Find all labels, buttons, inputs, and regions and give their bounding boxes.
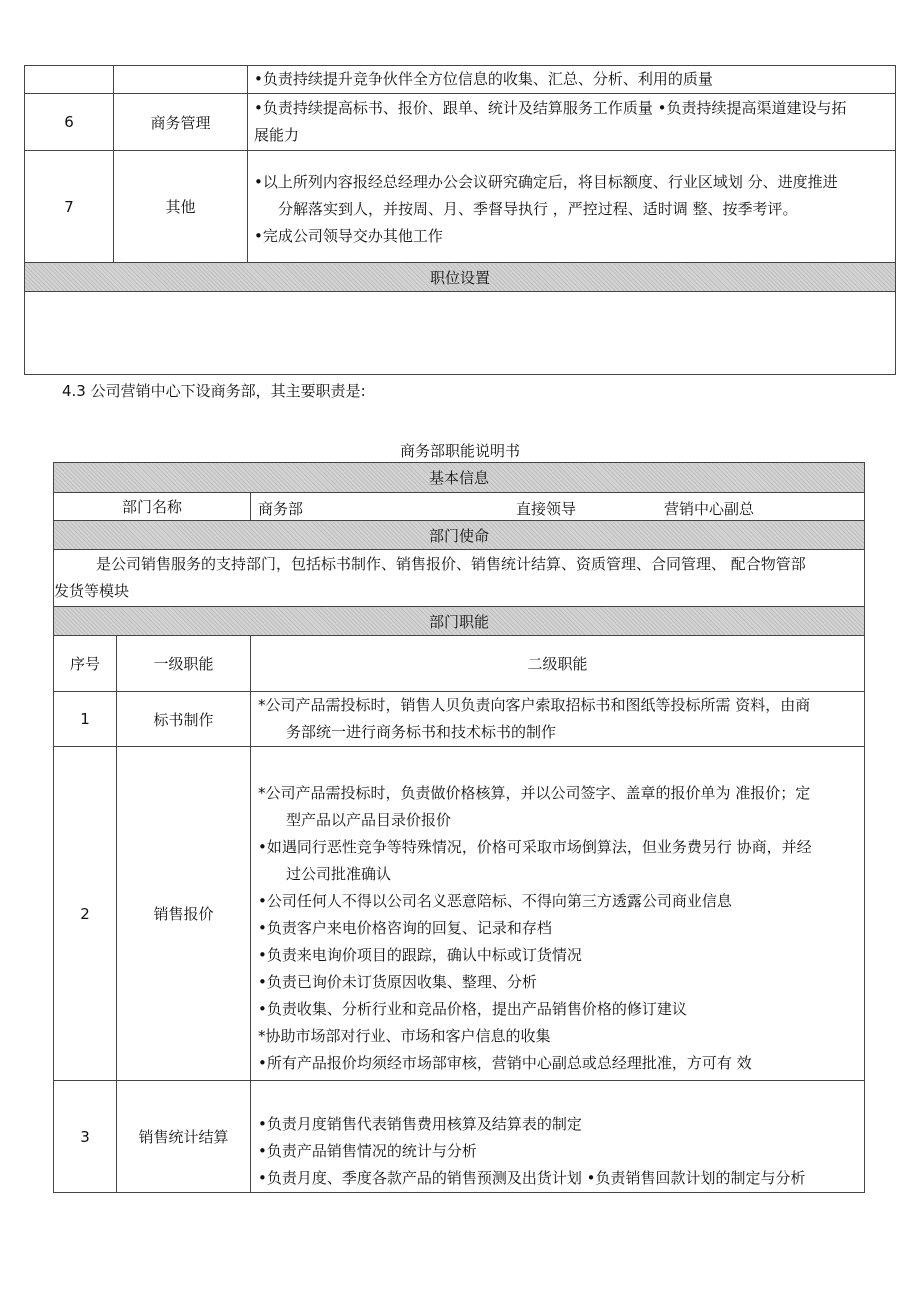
- table-row: [25, 151, 896, 263]
- row-number: 3: [54, 1081, 117, 1193]
- table-row: [54, 636, 865, 692]
- duty-text: •负责持续提升竞争伙伴全方位信息的收集、汇总、分析、利用的质量: [248, 66, 896, 94]
- leader-label: 直接领导: [516, 500, 577, 518]
- table-row: [54, 463, 865, 493]
- table-row: [54, 550, 865, 607]
- column-header: 一级职能: [117, 636, 251, 692]
- section-header: 基本信息: [54, 463, 865, 493]
- dept-name-value: 商务部: [258, 500, 304, 518]
- duty-text: •负责持续提高标书、报价、跟单、统计及结算服务工作质量 •负责持续提高渠道建设与拓 展能力: [248, 94, 896, 151]
- function-name: 销售报价: [117, 747, 251, 1081]
- section-header: 部门使命: [54, 521, 865, 550]
- function-name: 商务管理: [114, 94, 248, 151]
- duty-text: •以上所列内容报经总经理办公会议研究确定后，将目标额度、行业区域划 分、进度推进 分解落实到人，并按周、月、季督导执行 ，严控过程、适时调 整、按季考评。 •完成公司领导交办其他工作: [248, 151, 896, 263]
- function-name: 标书制作: [117, 692, 251, 747]
- duty-text: *公司产品需投标时，负责做价格核算，并以公司签字、盖章的报价单为 准报价；定 型产品以产品目录价报价 •如遇同行恶性竞争等特殊情况，价格可采取市场倒算法，但业务费另行 协商，并经 过公司批准确认 •公司任何人不得以公司名义恶意陪标、不得向第三方透露公司商业信息 •负责客户来电价格咨询的回复、记录和存档 •负责来电询价项目的跟踪，确认中标或订货情况 •负责已询价未订货原因收集、整理、分析 •负责收集、分析行业和竞品价格，提出产品销售价格的修订建议 *协助市场部对行业、市场和客户信息的收集 •所有产品报价均须经市场部审核，营销中心副总或总经理批准，方可有 效: [251, 747, 865, 1081]
- table-row: [54, 692, 865, 747]
- leader-value: 营销中心副总: [664, 500, 755, 518]
- main-table: [53, 462, 865, 1193]
- section-text: 4.3 公司营销中心下设商务部，其主要职责是:: [62, 382, 366, 400]
- function-name: 其他: [114, 151, 248, 263]
- table-row: [54, 1081, 865, 1193]
- dept-name-label: 部门名称: [54, 493, 251, 521]
- row-number: 1: [54, 692, 117, 747]
- cell-empty: [114, 66, 248, 94]
- duty-text: *公司产品需投标时，销售人贝负责向客户索取招标书和图纸等投标所需 资料，由商 务部统一进行商务标书和技术标书的制作: [251, 692, 865, 747]
- cell-empty: [25, 66, 114, 94]
- row-number: 7: [25, 151, 114, 263]
- row-number: 2: [54, 747, 117, 1081]
- cell-empty: [25, 292, 896, 375]
- table-row: [54, 521, 865, 550]
- doc-title: 商务部职能说明书: [399, 442, 520, 460]
- top-table: [24, 65, 896, 375]
- mission-text: 是公司销售服务的支持部门，包括标书制作、销售报价、销售统计结算、资质管理、合同管理、 配合物管部 发货等模块: [54, 550, 865, 607]
- section-header: 部门职能: [54, 607, 865, 636]
- function-name: 销售统计结算: [117, 1081, 251, 1193]
- row-number: 6: [25, 94, 114, 151]
- duty-text: •负责月度销售代表销售费用核算及结算表的制定 •负责产品销售情况的统计与分析 •负责月度、季度各款产品的销售预测及出货计划 •负责销售回款计划的制定与分析: [251, 1081, 865, 1193]
- table-row: [25, 263, 896, 292]
- section-header: 职位设置: [25, 263, 896, 292]
- column-header: 二级职能: [251, 636, 865, 692]
- table-row: [54, 493, 865, 521]
- table-row: [25, 94, 896, 151]
- table-row: [25, 66, 896, 94]
- column-header: 序号: [54, 636, 117, 692]
- table-row: [54, 747, 865, 1081]
- dept-info: [251, 493, 865, 521]
- table-row: [54, 607, 865, 636]
- table-row: [25, 292, 896, 375]
